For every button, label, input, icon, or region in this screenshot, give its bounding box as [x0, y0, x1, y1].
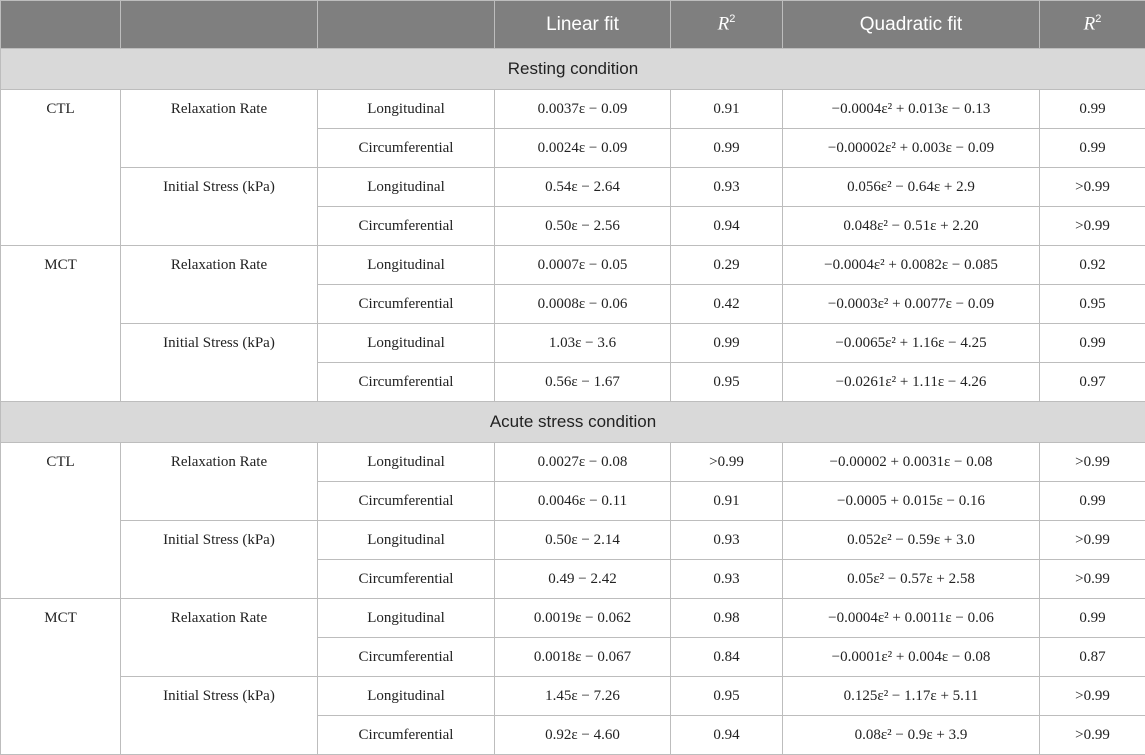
- section-title: Acute stress condition: [1, 402, 1145, 443]
- r2-quadratic-cell: >0.99: [1040, 207, 1145, 246]
- direction-cell: Circumferential: [318, 482, 495, 521]
- direction-cell: Longitudinal: [318, 90, 495, 129]
- section-row: [1, 402, 1145, 443]
- r2-linear-cell: 0.93: [671, 168, 783, 207]
- r2-linear-cell: 0.99: [671, 324, 783, 363]
- table-row: [1, 443, 1145, 482]
- quadratic-fit-cell: −0.0004ε² + 0.0011ε − 0.06: [783, 599, 1040, 638]
- r2-quadratic-cell: >0.99: [1040, 443, 1145, 482]
- r2-quadratic-cell: >0.99: [1040, 716, 1145, 755]
- parameter-cell: Initial Stress (kPa): [121, 324, 318, 402]
- header-row: [1, 1, 1145, 49]
- r2-quadratic-cell: 0.99: [1040, 324, 1145, 363]
- r2-linear-cell: 0.99: [671, 129, 783, 168]
- r2-quadratic-cell: >0.99: [1040, 521, 1145, 560]
- parameter-cell: Initial Stress (kPa): [121, 521, 318, 599]
- linear-fit-cell: 0.0019ε − 0.062: [495, 599, 671, 638]
- linear-fit-cell: 0.56ε − 1.67: [495, 363, 671, 402]
- section-row: [1, 49, 1145, 90]
- table-row: [1, 324, 1145, 363]
- quadratic-fit-cell: −0.0005 + 0.015ε − 0.16: [783, 482, 1040, 521]
- r2-linear-cell: 0.42: [671, 285, 783, 324]
- quadratic-fit-cell: −0.0001ε² + 0.004ε − 0.08: [783, 638, 1040, 677]
- r2-linear-cell: 0.91: [671, 90, 783, 129]
- quadratic-fit-cell: 0.08ε² − 0.9ε + 3.9: [783, 716, 1040, 755]
- quadratic-fit-cell: −0.0261ε² + 1.11ε − 4.26: [783, 363, 1040, 402]
- direction-cell: Circumferential: [318, 716, 495, 755]
- r2-quadratic-cell: 0.99: [1040, 90, 1145, 129]
- quadratic-fit-cell: 0.056ε² − 0.64ε + 2.9: [783, 168, 1040, 207]
- linear-fit-cell: 0.50ε − 2.56: [495, 207, 671, 246]
- quadratic-fit-cell: −0.0004ε² + 0.0082ε − 0.085: [783, 246, 1040, 285]
- r2-linear-cell: 0.95: [671, 363, 783, 402]
- r2-linear-cell: 0.84: [671, 638, 783, 677]
- parameter-cell: Relaxation Rate: [121, 599, 318, 677]
- parameter-cell: Relaxation Rate: [121, 246, 318, 324]
- linear-fit-cell: 0.49 − 2.42: [495, 560, 671, 599]
- linear-fit-cell: 0.0024ε − 0.09: [495, 129, 671, 168]
- r2-linear-cell: 0.94: [671, 207, 783, 246]
- quadratic-fit-cell: −0.0003ε² + 0.0077ε − 0.09: [783, 285, 1040, 324]
- header-r2-quadratic: [1040, 1, 1145, 49]
- quadratic-fit-cell: 0.125ε² − 1.17ε + 5.11: [783, 677, 1040, 716]
- r2-linear-cell: 0.95: [671, 677, 783, 716]
- parameter-cell: Initial Stress (kPa): [121, 677, 318, 755]
- r2-quadratic-cell: 0.92: [1040, 246, 1145, 285]
- table-body: [1, 49, 1145, 755]
- r2-linear-cell: 0.29: [671, 246, 783, 285]
- r2-quadratic-cell: 0.99: [1040, 129, 1145, 168]
- header-linear-fit: Linear fit: [495, 1, 671, 49]
- direction-cell: Longitudinal: [318, 599, 495, 638]
- direction-cell: Circumferential: [318, 285, 495, 324]
- r2-quadratic-cell: 0.97: [1040, 363, 1145, 402]
- parameter-cell: Initial Stress (kPa): [121, 168, 318, 246]
- linear-fit-cell: 0.0037ε − 0.09: [495, 90, 671, 129]
- r2-linear-cell: 0.94: [671, 716, 783, 755]
- r2-quadratic-cell: 0.95: [1040, 285, 1145, 324]
- linear-fit-cell: 1.45ε − 7.26: [495, 677, 671, 716]
- direction-cell: Longitudinal: [318, 677, 495, 716]
- section-title: Resting condition: [1, 49, 1145, 90]
- r2-linear-cell: 0.98: [671, 599, 783, 638]
- header-group-col: [1, 1, 121, 49]
- header-parameter-col: [121, 1, 318, 49]
- group-cell: MCT: [1, 246, 121, 402]
- header-direction-col: [318, 1, 495, 49]
- linear-fit-cell: 0.0008ε − 0.06: [495, 285, 671, 324]
- r2-exponent: 2: [729, 13, 735, 25]
- direction-cell: Circumferential: [318, 207, 495, 246]
- direction-cell: Longitudinal: [318, 521, 495, 560]
- table-header: [1, 1, 1145, 49]
- quadratic-fit-cell: −0.0004ε² + 0.013ε − 0.13: [783, 90, 1040, 129]
- linear-fit-cell: 0.50ε − 2.14: [495, 521, 671, 560]
- table-row: [1, 246, 1145, 285]
- direction-cell: Longitudinal: [318, 324, 495, 363]
- r2-linear-cell: 0.93: [671, 521, 783, 560]
- quadratic-fit-cell: −0.00002 + 0.0031ε − 0.08: [783, 443, 1040, 482]
- quadratic-fit-cell: −0.00002ε² + 0.003ε − 0.09: [783, 129, 1040, 168]
- r2-quadratic-cell: 0.87: [1040, 638, 1145, 677]
- table-row: [1, 168, 1145, 207]
- linear-fit-cell: 0.92ε − 4.60: [495, 716, 671, 755]
- group-cell: CTL: [1, 443, 121, 599]
- linear-fit-cell: 0.0027ε − 0.08: [495, 443, 671, 482]
- direction-cell: Longitudinal: [318, 443, 495, 482]
- quadratic-fit-cell: 0.048ε² − 0.51ε + 2.20: [783, 207, 1040, 246]
- direction-cell: Circumferential: [318, 638, 495, 677]
- r2-symbol: R: [1084, 14, 1096, 35]
- table-row: [1, 521, 1145, 560]
- group-cell: MCT: [1, 599, 121, 755]
- direction-cell: Circumferential: [318, 129, 495, 168]
- linear-fit-cell: 0.54ε − 2.64: [495, 168, 671, 207]
- r2-linear-cell: >0.99: [671, 443, 783, 482]
- linear-fit-cell: 0.0046ε − 0.11: [495, 482, 671, 521]
- table-row: [1, 677, 1145, 716]
- quadratic-fit-cell: −0.0065ε² + 1.16ε − 4.25: [783, 324, 1040, 363]
- r2-quadratic-cell: >0.99: [1040, 560, 1145, 599]
- group-cell: CTL: [1, 90, 121, 246]
- r2-symbol: R: [718, 14, 730, 35]
- r2-quadratic-cell: >0.99: [1040, 168, 1145, 207]
- header-quadratic-fit: Quadratic fit: [783, 1, 1040, 49]
- direction-cell: Longitudinal: [318, 168, 495, 207]
- r2-quadratic-cell: 0.99: [1040, 482, 1145, 521]
- r2-quadratic-cell: >0.99: [1040, 677, 1145, 716]
- linear-fit-cell: 0.0007ε − 0.05: [495, 246, 671, 285]
- table-row: [1, 599, 1145, 638]
- direction-cell: Circumferential: [318, 560, 495, 599]
- parameter-cell: Relaxation Rate: [121, 90, 318, 168]
- r2-linear-cell: 0.91: [671, 482, 783, 521]
- direction-cell: Circumferential: [318, 363, 495, 402]
- parameter-cell: Relaxation Rate: [121, 443, 318, 521]
- r2-quadratic-cell: 0.99: [1040, 599, 1145, 638]
- quadratic-fit-cell: 0.05ε² − 0.57ε + 2.58: [783, 560, 1040, 599]
- header-r2-linear: [671, 1, 783, 49]
- direction-cell: Longitudinal: [318, 246, 495, 285]
- quadratic-fit-cell: 0.052ε² − 0.59ε + 3.0: [783, 521, 1040, 560]
- table-row: [1, 90, 1145, 129]
- linear-fit-cell: 1.03ε − 3.6: [495, 324, 671, 363]
- linear-fit-cell: 0.0018ε − 0.067: [495, 638, 671, 677]
- r2-exponent: 2: [1095, 13, 1101, 25]
- r2-linear-cell: 0.93: [671, 560, 783, 599]
